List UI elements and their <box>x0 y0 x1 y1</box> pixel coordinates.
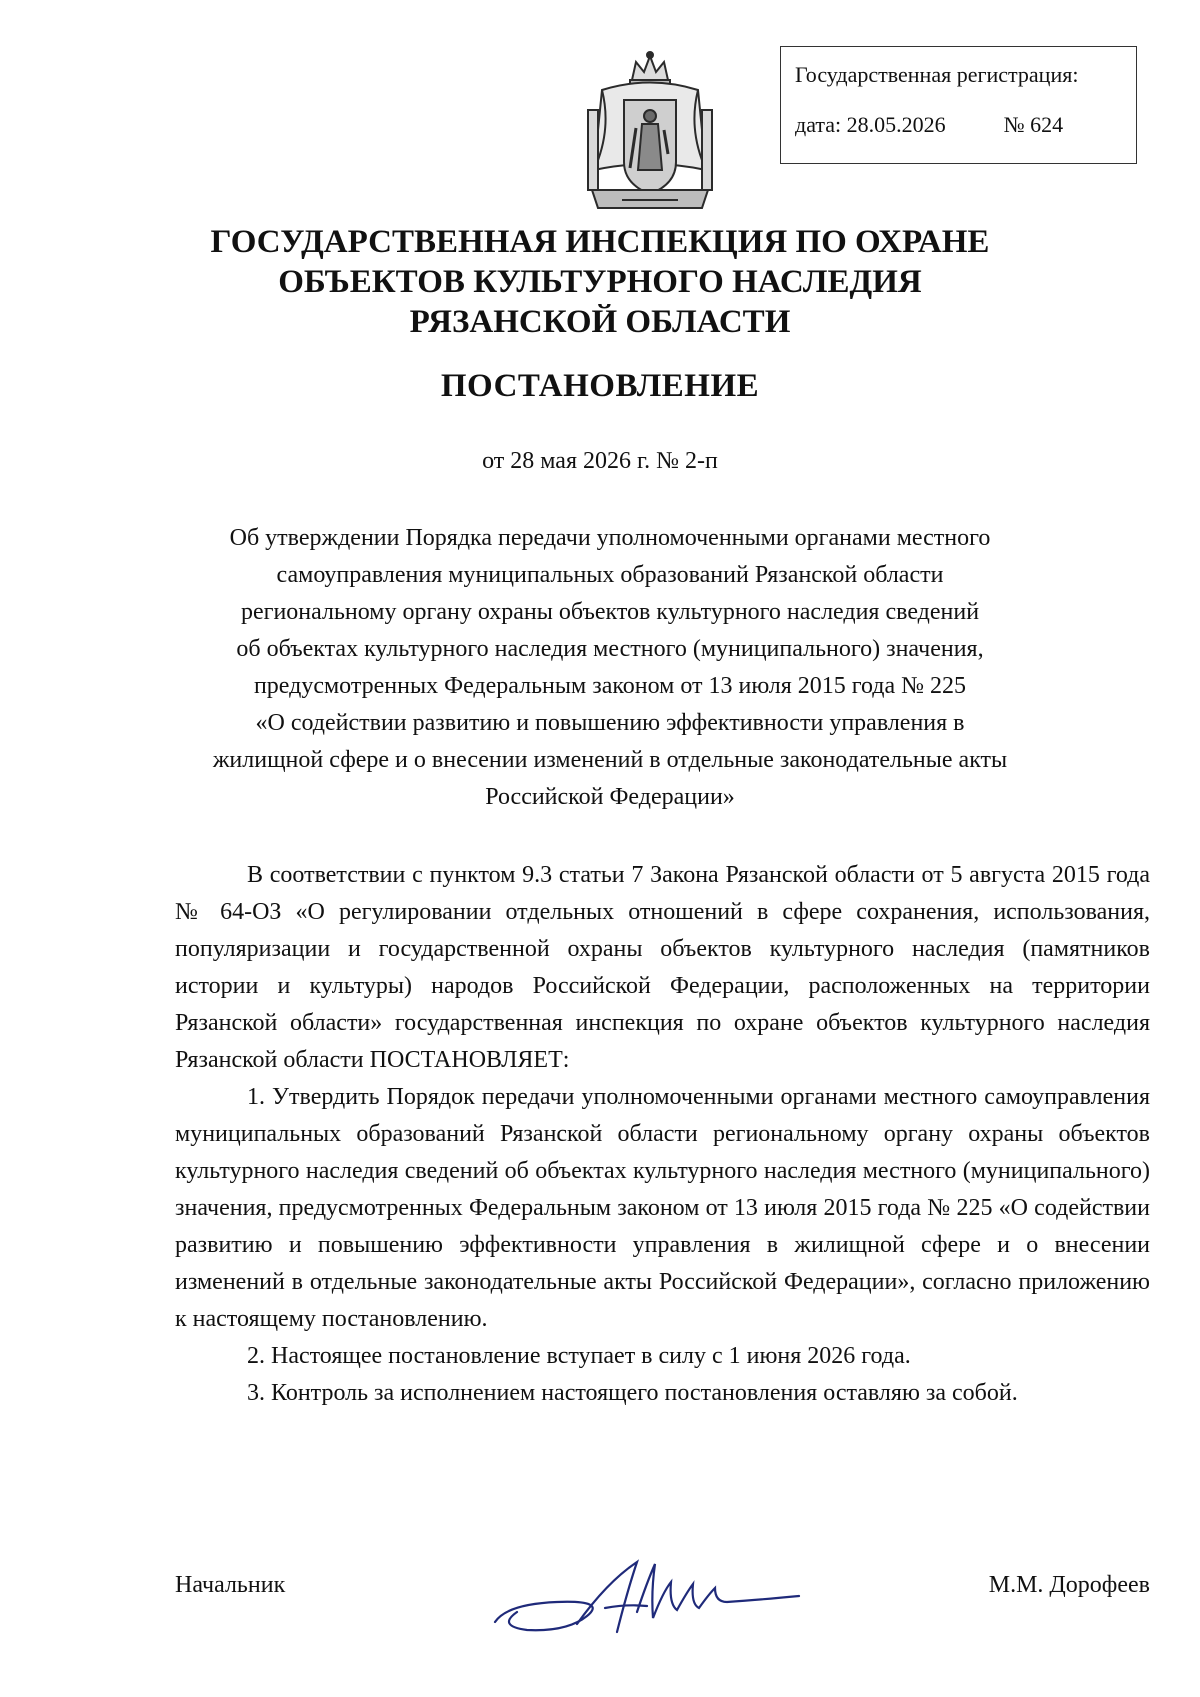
organization-title-line: РЯЗАНСКОЙ ОБЛАСТИ <box>409 304 791 340</box>
signature-block <box>175 1552 1150 1642</box>
coat-of-arms-icon <box>582 50 718 218</box>
subject-line: Российской Федерации» <box>485 784 735 810</box>
document-date: от 28 мая 2026 г. № 2-п <box>482 448 718 474</box>
handwritten-signature-icon <box>487 1552 807 1644</box>
registration-number: № 624 <box>1003 112 1064 137</box>
resolution-item: 2. Настоящее постановление вступает в силу с 1 июня 2026 года. <box>247 1343 911 1369</box>
subject-line: предусмотренных Федеральным законом от 13 июля 2015 года № 225 <box>253 673 967 699</box>
subject-line: самоуправления муниципальных образований Рязанской области <box>276 562 944 588</box>
organization-title-line: ОБЪЕКТОВ КУЛЬТУРНОГО НАСЛЕДИЯ <box>278 264 922 300</box>
document-type: ПОСТАНОВЛЕНИЕ <box>440 368 760 404</box>
subject-line: «О содействии развитию и повышению эффективности управления в <box>255 710 965 736</box>
subject-line: региональному органу охраны объектов культурного наследия сведений <box>240 599 980 625</box>
registration-date: дата: 28.05.2026 <box>795 112 946 137</box>
document-body <box>175 857 1150 1412</box>
registration-stamp <box>780 46 1137 164</box>
document-subject <box>180 520 1040 816</box>
subject-line: об объектах культурного наследия местного (муниципального) значения, <box>236 636 984 662</box>
registration-details <box>795 111 1136 139</box>
resolution-item: 1. Утвердить Порядок передачи уполномоченными органами местного самоуправления муниципальных образований Рязанской области региональному органу охраны объектов культурного наследия сведений об объектах культурного наследия местного (муниципального) значения, предусмотренных Федеральным законом от 13 июля 2015 года № 225 «О содействии развитию и повышению эффективности управления в жилищной сфере и о внесении изменений в отдельные законодательные акты Российской Федерации», согласно приложению к настоящему постановлению. <box>175 1084 1150 1332</box>
organization-title <box>140 222 1060 342</box>
subject-line: жилищной сфере и о внесении изменений в отдельные законодательные акты <box>212 747 1008 773</box>
registration-title: Государственная регистрация: <box>795 62 1079 87</box>
organization-title-line: ГОСУДАРСТВЕННАЯ ИНСПЕКЦИЯ ПО ОХРАНЕ <box>210 224 990 260</box>
subject-line: Об утверждении Порядка передачи уполномоченными органами местного <box>229 525 991 551</box>
resolution-item: 3. Контроль за исполнением настоящего постановления оставляю за собой. <box>247 1380 1018 1406</box>
signatory-position: Начальник <box>175 1572 286 1598</box>
preamble-paragraph: В соответствии с пунктом 9.3 статьи 7 Закона Рязанской области от 5 августа 2015 года № 64-ОЗ «О регулировании отдельных отношений в сфере сохранения, использования, популяризации и государственной охраны объектов культурного наследия (памятников истории и культуры) народов Российской Федерации, расположенных на территории Рязанской области» государственная инспекция по охране объектов культурного наследия Рязанской области ПОСТАНОВЛЯЕТ: <box>175 862 1150 1073</box>
signatory-name: М.М. Дорофеев <box>988 1572 1150 1598</box>
